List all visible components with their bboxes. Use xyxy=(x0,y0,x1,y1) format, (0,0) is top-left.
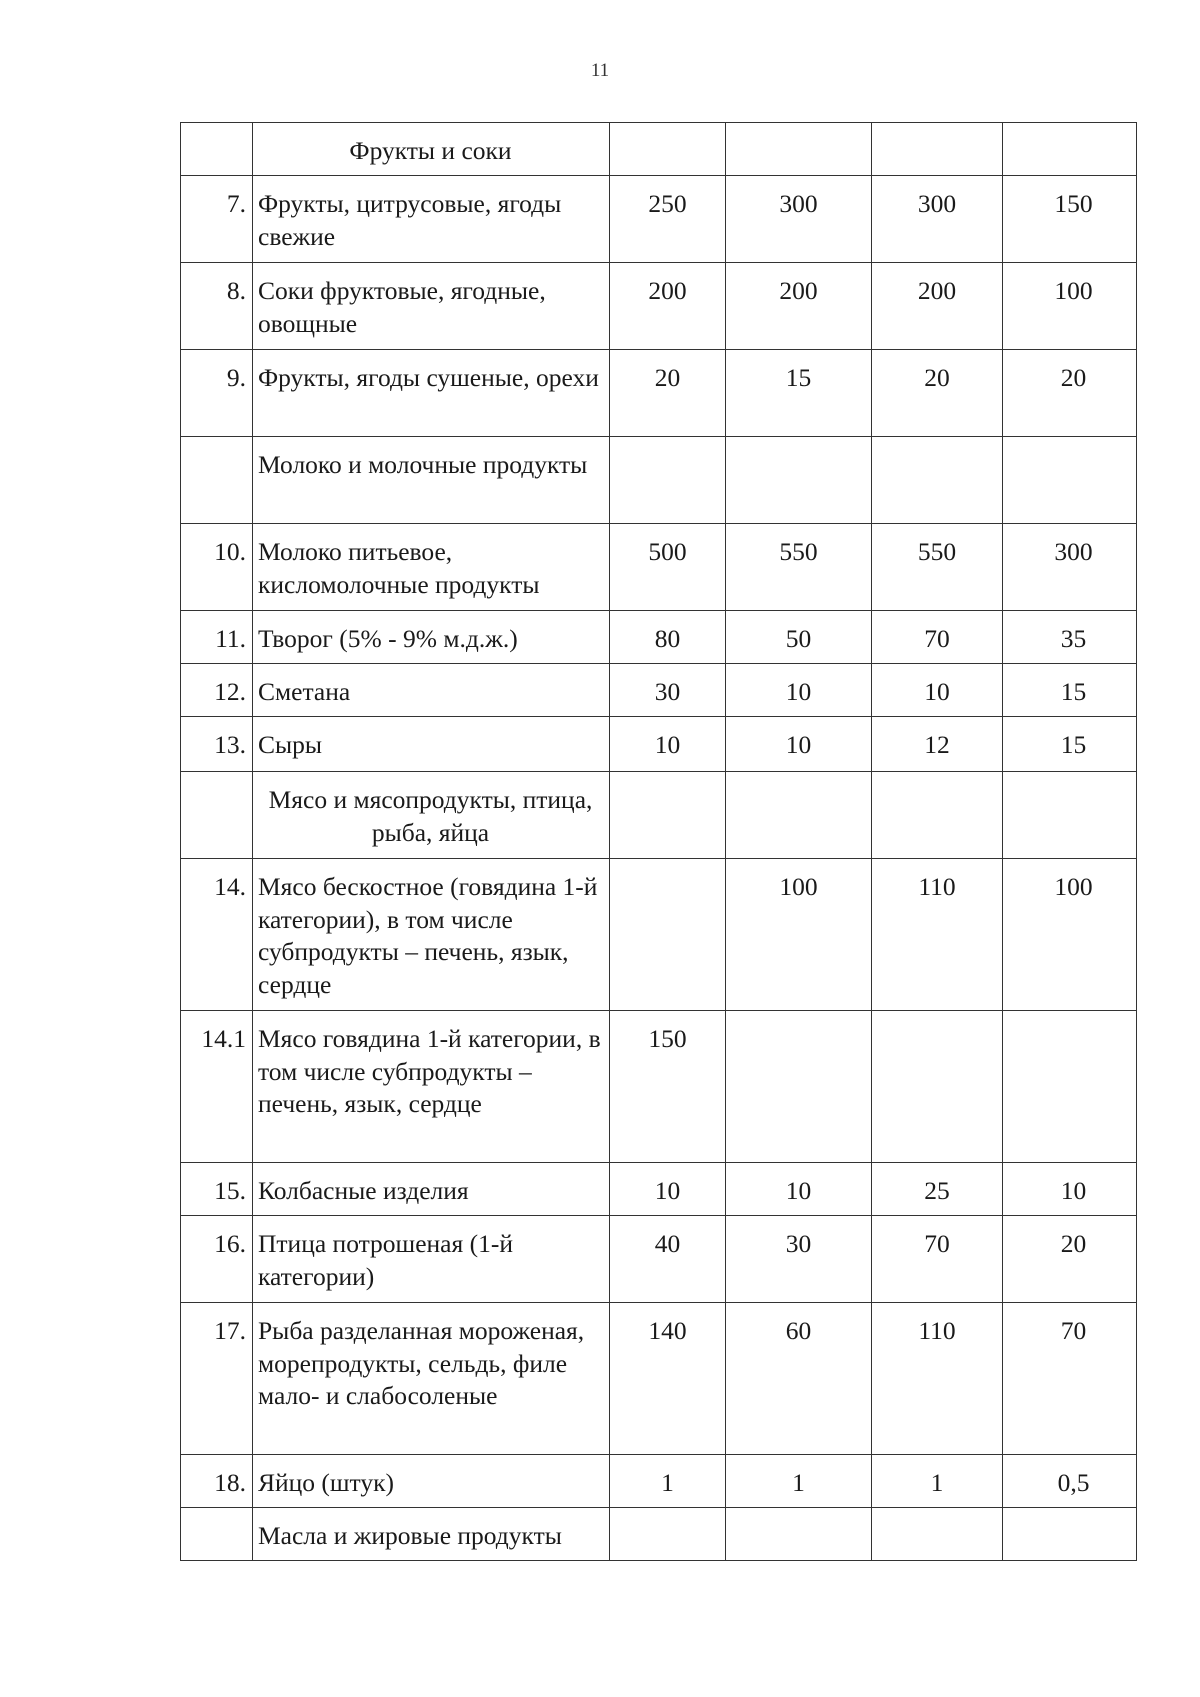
product-name: Мясо говядина 1-й категории, в том числе субпродукты – печень, язык, сердце xyxy=(253,1011,610,1163)
value-cell: 200 xyxy=(610,263,726,350)
row-number: 8. xyxy=(181,263,253,350)
product-name: Сметана xyxy=(253,664,610,717)
value-cell: 100 xyxy=(1003,859,1137,1011)
value-cell xyxy=(610,859,726,1011)
product-name: Молоко питьевое, кисломолочные продукты xyxy=(253,524,610,611)
value-cell: 40 xyxy=(610,1216,726,1303)
value-cell: 10 xyxy=(610,717,726,772)
row-number: 9. xyxy=(181,350,253,437)
value-cell: 35 xyxy=(1003,611,1137,664)
value-cell: 140 xyxy=(610,1303,726,1455)
value-cell: 150 xyxy=(610,1011,726,1163)
value-cell: 200 xyxy=(726,263,872,350)
value-cell: 550 xyxy=(872,524,1003,611)
value-cell: 0,5 xyxy=(1003,1455,1137,1508)
value-cell: 20 xyxy=(1003,1216,1137,1303)
value-cell xyxy=(726,1508,872,1561)
product-name: Птица потрошеная (1-й категории) xyxy=(253,1216,610,1303)
food-norms-table xyxy=(180,122,1137,1561)
value-cell: 110 xyxy=(872,1303,1003,1455)
row-number: 7. xyxy=(181,176,253,263)
value-cell xyxy=(872,772,1003,859)
row-number: 10. xyxy=(181,524,253,611)
product-name: Рыба разделанная мороженая, морепродукты, сельдь, филе мало- и слабосоленые xyxy=(253,1303,610,1455)
value-cell: 1 xyxy=(872,1455,1003,1508)
row-number: 16. xyxy=(181,1216,253,1303)
value-cell xyxy=(872,123,1003,176)
table-row xyxy=(181,859,1137,1011)
table-row xyxy=(181,1455,1137,1508)
table-row xyxy=(181,1303,1137,1455)
table-row xyxy=(181,1216,1137,1303)
value-cell: 10 xyxy=(1003,1163,1137,1216)
product-name: Колбасные изделия xyxy=(253,1163,610,1216)
table-row xyxy=(181,350,1137,437)
value-cell: 70 xyxy=(872,1216,1003,1303)
row-number xyxy=(181,1508,253,1561)
value-cell xyxy=(726,123,872,176)
value-cell: 15 xyxy=(726,350,872,437)
value-cell: 200 xyxy=(872,263,1003,350)
value-cell: 10 xyxy=(726,664,872,717)
value-cell: 500 xyxy=(610,524,726,611)
table-row xyxy=(181,263,1137,350)
row-number: 12. xyxy=(181,664,253,717)
section-heading: Масла и жировые продукты xyxy=(253,1508,610,1561)
value-cell: 10 xyxy=(610,1163,726,1216)
product-name: Мясо бескостное (говядина 1-й категории), в том числе субпродукты – печень, язык, сердце xyxy=(253,859,610,1011)
row-number: 14. xyxy=(181,859,253,1011)
value-cell: 10 xyxy=(726,717,872,772)
value-cell: 10 xyxy=(726,1163,872,1216)
product-name: Фрукты, цитрусовые, ягоды свежие xyxy=(253,176,610,263)
section-heading: Молоко и молочные продукты xyxy=(253,437,610,524)
value-cell: 10 xyxy=(872,664,1003,717)
value-cell xyxy=(610,123,726,176)
value-cell xyxy=(1003,1011,1137,1163)
section-heading: Мясо и мясопродукты, птица, рыба, яйца xyxy=(253,772,610,859)
value-cell: 110 xyxy=(872,859,1003,1011)
table-row xyxy=(181,1508,1137,1561)
section-heading: Фрукты и соки xyxy=(253,123,610,176)
product-name: Яйцо (штук) xyxy=(253,1455,610,1508)
page-number: 11 xyxy=(590,60,610,81)
row-number: 18. xyxy=(181,1455,253,1508)
row-number: 15. xyxy=(181,1163,253,1216)
table-row xyxy=(181,437,1137,524)
value-cell: 80 xyxy=(610,611,726,664)
value-cell xyxy=(1003,1508,1137,1561)
value-cell: 550 xyxy=(726,524,872,611)
value-cell xyxy=(610,1508,726,1561)
value-cell xyxy=(1003,772,1137,859)
value-cell xyxy=(1003,123,1137,176)
value-cell: 15 xyxy=(1003,664,1137,717)
value-cell: 1 xyxy=(726,1455,872,1508)
value-cell xyxy=(872,1508,1003,1561)
value-cell xyxy=(726,437,872,524)
table-row xyxy=(181,176,1137,263)
value-cell: 12 xyxy=(872,717,1003,772)
value-cell: 150 xyxy=(1003,176,1137,263)
table-row xyxy=(181,664,1137,717)
row-number: 13. xyxy=(181,717,253,772)
row-number xyxy=(181,123,253,176)
product-name: Фрукты, ягоды сушеные, орехи xyxy=(253,350,610,437)
value-cell: 25 xyxy=(872,1163,1003,1216)
value-cell: 20 xyxy=(610,350,726,437)
value-cell: 100 xyxy=(726,859,872,1011)
table-row xyxy=(181,1163,1137,1216)
value-cell: 1 xyxy=(610,1455,726,1508)
value-cell xyxy=(872,437,1003,524)
value-cell: 50 xyxy=(726,611,872,664)
row-number xyxy=(181,437,253,524)
value-cell xyxy=(726,1011,872,1163)
row-number xyxy=(181,772,253,859)
value-cell: 250 xyxy=(610,176,726,263)
value-cell: 300 xyxy=(1003,524,1137,611)
product-name: Творог (5% - 9% м.д.ж.) xyxy=(253,611,610,664)
value-cell: 20 xyxy=(872,350,1003,437)
value-cell xyxy=(610,437,726,524)
value-cell xyxy=(726,772,872,859)
table-row xyxy=(181,524,1137,611)
product-name: Соки фруктовые, ягодные, овощные xyxy=(253,263,610,350)
row-number: 11. xyxy=(181,611,253,664)
table-row xyxy=(181,717,1137,772)
value-cell: 60 xyxy=(726,1303,872,1455)
row-number: 17. xyxy=(181,1303,253,1455)
row-number: 14.1 xyxy=(181,1011,253,1163)
value-cell: 100 xyxy=(1003,263,1137,350)
value-cell: 70 xyxy=(1003,1303,1137,1455)
value-cell xyxy=(610,772,726,859)
value-cell xyxy=(872,1011,1003,1163)
value-cell: 20 xyxy=(1003,350,1137,437)
value-cell: 70 xyxy=(872,611,1003,664)
value-cell: 30 xyxy=(610,664,726,717)
value-cell: 30 xyxy=(726,1216,872,1303)
table-row xyxy=(181,611,1137,664)
table-row xyxy=(181,772,1137,859)
product-name: Сыры xyxy=(253,717,610,772)
table-row xyxy=(181,1011,1137,1163)
value-cell: 15 xyxy=(1003,717,1137,772)
value-cell: 300 xyxy=(872,176,1003,263)
value-cell: 300 xyxy=(726,176,872,263)
table-row xyxy=(181,123,1137,176)
value-cell xyxy=(1003,437,1137,524)
